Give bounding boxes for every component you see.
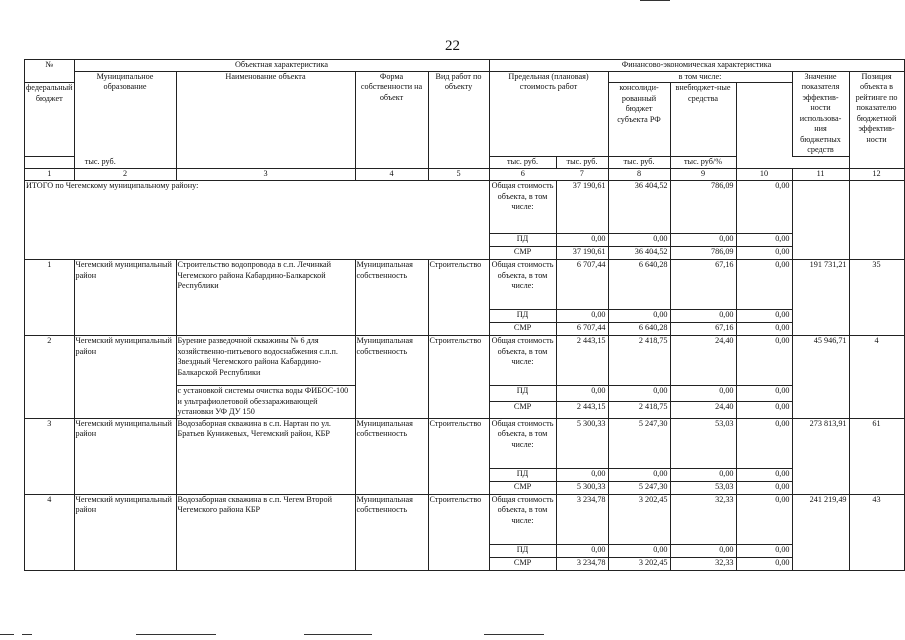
header-including: в том числе: [608,71,792,83]
label-pd: ПД [489,386,556,402]
amount-cell: 36 404,52 [608,181,670,234]
scan-mark [304,634,372,635]
unit-cost: тыс. руб. [25,157,177,169]
amount-cell: 786,09 [670,247,736,260]
header-municipal: Муниципальное образование [74,71,176,169]
amount-cell: 2 443,15 [556,402,608,418]
amount-cell: 37 190,61 [556,247,608,260]
header-max-cost: Предельная (плановая) стоимость работ [489,71,608,157]
amount-cell: 0,00 [736,557,792,570]
amount-cell: 32,33 [670,494,736,544]
object-name: Водозаборная скважина в с.п. Чегем Второй Чегемского района КБР [176,494,355,570]
efficiency-value: 191 731,21 [792,260,849,336]
amount-cell: 0,00 [736,468,792,481]
amount-cell: 0,00 [608,468,670,481]
municipal-name: Чегемский муниципальный район [74,260,176,336]
rating-position: 35 [849,260,904,336]
amount-cell: 36 404,52 [608,247,670,260]
header-ownership: Форма собственности на объект [355,71,428,169]
label-total-cost: Общая стоимость объекта, в том числе: [489,336,556,386]
amount-cell: 6 707,44 [556,260,608,310]
amount-cell: 3 234,78 [556,557,608,570]
entry-number: 3 [25,418,75,494]
municipal-name: Чегемский муниципальный район [74,336,176,419]
ownership-form: Муниципальная собственность [355,494,428,570]
header-consolidated: консолиди-рованный бюджет субъекта РФ [608,83,670,157]
municipal-name: Чегемский муниципальный район [74,494,176,570]
amount-cell: 67,16 [670,260,736,310]
amount-cell: 0,00 [608,310,670,323]
column-number: 1 [25,169,75,181]
investment-table [24,59,905,571]
amount-cell: 67,16 [670,323,736,336]
header-federal: федеральный бюджет [25,83,75,157]
unit-efficiency: тыс. руб/% [670,157,736,169]
empty-cell [849,181,904,260]
amount-cell: 0,00 [736,234,792,247]
amount-cell: 0,00 [736,481,792,494]
amount-cell: 0,00 [670,468,736,481]
table-row [25,260,905,310]
amount-cell: 6 640,28 [608,260,670,310]
municipal-name: Чегемский муниципальный район [74,418,176,494]
amount-cell: 0,00 [608,386,670,402]
amount-cell: 53,03 [670,481,736,494]
amount-cell: 5 300,33 [556,481,608,494]
column-number: 11 [792,169,849,181]
total-label: ИТОГО по Чегемскому муниципальному району: [25,181,490,260]
label-pd: ПД [489,310,556,323]
column-number: 3 [176,169,355,181]
scan-mark [640,0,670,1]
amount-cell: 0,00 [556,310,608,323]
label-pd: ПД [489,468,556,481]
object-name: Строительство водопровода в с.п. Лечинкай Чегемского района Кабардино-Балкарской Республики [176,260,355,336]
label-pd: ПД [489,234,556,247]
label-smr: СМР [489,247,556,260]
rating-position: 61 [849,418,904,494]
amount-cell: 3 234,78 [556,494,608,544]
amount-cell: 24,40 [670,402,736,418]
scan-mark [136,634,216,635]
header-efficiency: Значение показателя эффектив-ности использова-ния бюджетных средств [792,71,849,157]
amount-cell: 0,00 [736,418,792,468]
amount-cell: 2 418,75 [608,402,670,418]
column-number: 4 [355,169,428,181]
column-number: 8 [608,169,670,181]
label-total-cost: Общая стоимость объекта, в том числе: [489,418,556,468]
rating-position: 4 [849,336,904,419]
label-smr: СМР [489,402,556,418]
amount-cell: 0,00 [670,544,736,557]
amount-cell: 5 247,30 [608,481,670,494]
amount-cell: 0,00 [736,402,792,418]
table-row [25,418,905,468]
object-name: Бурение разведочной скважины № 6 для хозяйственно-питьевого водоснабжения с.п.п. Звездный Чегемского района Кабардино-Балкарской Республики [176,336,355,386]
amount-cell: 0,00 [556,386,608,402]
column-number: 6 [489,169,556,181]
object-name-continued: с установкой системы очистка воды ФИБОС-100 и ультрафиолетовой обеззараживающей установки УФ ДУ 150 [176,386,355,419]
amount-cell: 0,00 [736,323,792,336]
unit-offbudget: тыс. руб. [608,157,670,169]
amount-cell: 0,00 [736,181,792,234]
amount-cell: 0,00 [736,310,792,323]
amount-cell: 0,00 [736,260,792,310]
work-type: Строительство [428,336,489,419]
header-rating: Позиция объекта в рейтинге по показателю бюджетной эффектив-ности [849,71,904,169]
amount-cell: 5 300,33 [556,418,608,468]
amount-cell: 0,00 [670,310,736,323]
amount-cell: 786,09 [670,181,736,234]
ownership-form: Муниципальная собственность [355,260,428,336]
amount-cell: 0,00 [556,234,608,247]
unit-federal: тыс. руб. [489,157,556,169]
amount-cell: 24,40 [670,336,736,386]
column-number: 7 [556,169,608,181]
efficiency-value: 45 946,71 [792,336,849,419]
amount-cell: 0,00 [736,494,792,544]
amount-cell: 2 443,15 [556,336,608,386]
rating-position: 43 [849,494,904,570]
column-number: 9 [670,169,736,181]
label-total-cost: Общая стоимость объекта, в том числе: [489,494,556,544]
header-financial-characteristic: Финансово-экономическая характеристика [489,60,904,72]
amount-cell: 37 190,61 [556,181,608,234]
amount-cell: 0,00 [736,386,792,402]
work-type: Строительство [428,260,489,336]
header-object-characteristic: Объектная характеристика [74,60,489,72]
entry-number: 2 [25,336,75,419]
amount-cell: 53,03 [670,418,736,468]
amount-cell: 0,00 [556,544,608,557]
label-total-cost: Общая стоимость объекта, в том числе: [489,260,556,310]
page-number: 22 [445,38,460,54]
header-no: № [25,60,75,83]
table-row [25,336,905,386]
entry-number: 1 [25,260,75,336]
amount-cell: 0,00 [608,544,670,557]
unit-consolidated: тыс. руб. [556,157,608,169]
scan-mark [22,634,32,635]
label-smr: СМР [489,481,556,494]
label-total-cost: Общая стоимость объекта, в том числе: [489,181,556,234]
work-type: Строительство [428,418,489,494]
label-smr: СМР [489,323,556,336]
header-offbudget: внебюджет-ные средства [670,83,736,157]
amount-cell: 0,00 [736,247,792,260]
amount-cell: 3 202,45 [608,557,670,570]
work-type: Строительство [428,494,489,570]
ownership-form: Муниципальная собственность [355,336,428,419]
ownership-form: Муниципальная собственность [355,418,428,494]
object-name: Водозаборная скважина в с.п. Нартан по ул. Братьев Кунижевых, Чегемский район, КБР [176,418,355,494]
efficiency-value: 241 219,49 [792,494,849,570]
amount-cell: 5 247,30 [608,418,670,468]
table-row [25,494,905,544]
amount-cell: 0,00 [670,234,736,247]
header-object-name: Наименование объекта [176,71,355,169]
column-number: 2 [74,169,176,181]
amount-cell: 3 202,45 [608,494,670,544]
column-number: 5 [428,169,489,181]
amount-cell: 32,33 [670,557,736,570]
empty-cell [792,181,849,260]
label-smr: СМР [489,557,556,570]
amount-cell: 0,00 [670,386,736,402]
amount-cell: 2 418,75 [608,336,670,386]
column-number: 12 [849,169,904,181]
amount-cell: 0,00 [608,234,670,247]
scan-mark [484,634,544,635]
label-pd: ПД [489,544,556,557]
amount-cell: 6 640,28 [608,323,670,336]
column-number: 10 [736,169,792,181]
entry-number: 4 [25,494,75,570]
scan-mark [0,634,14,635]
table-row [25,181,905,234]
efficiency-value: 273 813,91 [792,418,849,494]
amount-cell: 6 707,44 [556,323,608,336]
amount-cell: 0,00 [556,468,608,481]
amount-cell: 0,00 [736,336,792,386]
header-work-type: Вид работ по объекту [428,71,489,169]
amount-cell: 0,00 [736,544,792,557]
